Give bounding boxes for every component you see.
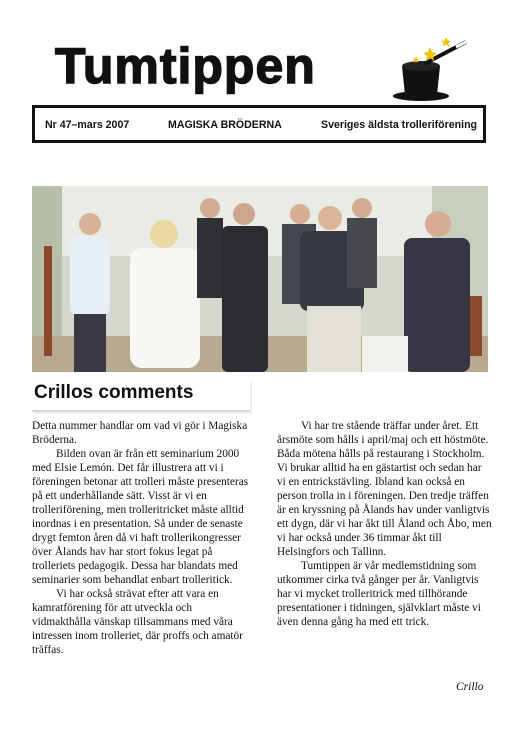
article-heading-text: Crillos comments — [34, 382, 194, 403]
issue-info-bar — [32, 105, 486, 143]
paragraph: Vi har också strävat efter att vara en kamratförening för att utveckla och vidmakthålla vänskap tillsammans med våra intressen inom trolleriet, där proffs och amatör träffas. — [32, 588, 243, 656]
article-column-1 — [32, 419, 252, 657]
issue-number: Nr 47–mars 2007 — [45, 119, 130, 131]
paragraph: Tumtippen är vår medlemstidning som utkommer cirka två gånger per år. Vanligtvis har vi mycket trolleritrick med tillhörande presentationer i tidningen, självklart måste vi även denna gång ha med ett trick. — [277, 560, 481, 628]
article-column-2 — [277, 419, 492, 629]
paragraph: Vi har tre stående träffar under året. Ett årsmöte som hålls i april/maj och ett höstmöte. Båda mötena hålls på restaurang i Stockholm. Vi brukar alltid ha en gästartist och sedan har vi en entrickstävling. Ibland kan också en person trolla in i föreningen. Den tredje träffen är en kryssning på Ålands hav under vanligtvis ett dygn, där vi har åkt till Åland och Åbo, men vi har också under 36 timmar åkt till Helsingfors och Tallinn. — [277, 420, 492, 558]
article-heading — [32, 380, 250, 412]
paragraph: Detta nummer handlar om vad vi gör i Magiska Bröderna. — [32, 420, 248, 446]
magic-hat-icon — [388, 34, 468, 104]
organization-name: MAGISKA BRÖDERNA — [168, 119, 282, 131]
tagline: Sveriges äldsta trolleriförening — [321, 119, 478, 131]
group-photo — [32, 186, 488, 372]
masthead — [55, 34, 455, 104]
signature: Crillo — [456, 681, 484, 693]
paragraph: Bilden ovan är från ett seminarium 2000 med Elsie Lemón. Det får illustrera att vi i föreningen betonar att trolleri måste presenteras på ett underhållande sätt. Visst är vi en trolleriförening, men trolleritricket måste alltid inordnas i en presentation. Så under de senaste drygt femton åren då vi haft trollerikongresser över Ålands hav har stort fokus legat på trolleriets pedagogik. Dessa har blandats med seminarier som behandlat enbart trolleritick. — [32, 448, 249, 586]
masthead-title: Tumtippen — [55, 38, 316, 94]
